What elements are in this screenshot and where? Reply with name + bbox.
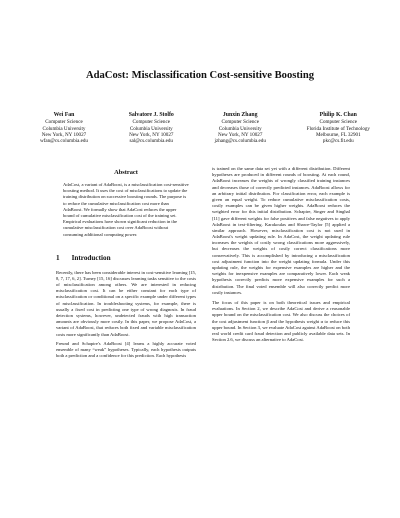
author-name: Junxin Zhang [222, 112, 258, 118]
author-email: jzhang@cs.columbia.edu [214, 138, 266, 145]
section-number: 1 [56, 253, 60, 262]
author-block [129, 112, 174, 145]
author-affiliation: Computer Science [319, 119, 358, 126]
author-list [40, 112, 370, 145]
right-column [212, 166, 350, 343]
intro-paragraph: Recently, there has been considerable interest in cost-sensitive learning [15, 8, 7, 17, 6, 2]. Turney [15, 16] discusses learning tasks sensitive to the costs of misclassification among others. We are interested in reducing misclassification cost. It can be either constant for each type of misclassification or conditional on a specific example under different types of misclassification. In troubleshooting systems, for example, there is usually a fixed cost in predicting one type of wrong diagnosis. In fraud detection systems, however, undetected frauds with high transaction amounts are obviously more costly. In this paper, we propose AdaCost, a variant of AdaBoost, that reduces both fixed and variable misclassification costs more significantly than AdaBoost. [56, 269, 196, 337]
author-affiliation: Columbia University [218, 125, 262, 132]
author-name: Salvatore J. Stolfo [128, 112, 174, 118]
author-affiliation: Columbia University [129, 125, 173, 132]
author-affiliation: Florida Institute of Technology [306, 125, 370, 132]
body-paragraph: The focus of this paper is on both theoretical issues and empirical evaluations. In Section 2, we describe AdaCost and derive a reasonable upper bound on the misclassification cost. We also discuss the choices of the cost adjustment function β and the hypothesis weight α to reduce this upper bound. In Section 3, we evaluate AdaCost against AdaBoost on both real world credit card fraud detection and publicly available data sets. In Section 2.6, we discuss an alternative to AdaCost. [212, 299, 350, 343]
section-heading [56, 254, 196, 262]
author-email: pkc@cs.fit.edu [322, 138, 354, 145]
left-column [56, 166, 196, 359]
author-name: Philip K. Chan [319, 112, 357, 118]
author-block [40, 112, 88, 145]
author-affiliation: Computer Science [45, 119, 83, 126]
author-address: New York, NY 10027 [41, 132, 87, 139]
author-affiliation: Computer Science [132, 119, 170, 126]
author-email: wfan@cs.columbia.edu [40, 138, 88, 145]
author-address: New York, NY 10027 [129, 132, 174, 139]
author-block [215, 112, 266, 145]
author-email: sal@cs.columbia.edu [129, 138, 173, 145]
author-block [307, 112, 370, 145]
author-affiliation: Columbia University [42, 125, 86, 132]
author-affiliation: Computer Science [221, 119, 259, 126]
intro-paragraph: Freund and Schapire's AdaBoost [4] learns a highly accurate voted ensemble of many “weak” hypotheses. Typically, each hypothesis outputs both a prediction and a confidence for this prediction. Each hypothesis [56, 340, 196, 359]
section-title: Introduction [71, 253, 111, 262]
abstract-heading: Abstract [114, 169, 138, 176]
abstract-text: AdaCost, a variant of AdaBoost, is a misclassification cost-sensitive boosting method. It uses the cost of misclassifications to update the training distribution on successive boosting rounds. The purpose is to reduce the cumulative misclassification cost more than AdaBoost. We formally show that AdaCost reduces the upper bound of cumulative misclassification cost of the training set. Empirical evaluations have shown significant reduction in the cumulative misclassification cost over AdaBoost without consuming additional computing power. [63, 182, 189, 237]
author-name: Wei Fan [53, 112, 75, 118]
body-paragraph: is trained on the same data set yet with a different distribution. Different hypotheses are produced in different rounds of boosting. At each round, AdaBoost increases the weights of wrongly classified training instances and decreases those of correctly predicted instances. AdaBoost allows for an arbitrary initial distribution. For classification error, each example is given an equal weight. To reduce cumulative misclassification costs, costly examples can be given higher weights. AdaBoost reduces the weighted error for this initial distribution. Schapire, Singer and Singhal [11] gave different weights for false positives and false negatives to apply AdaBoost in text-filtering. Karakoulas and Shawe-Taylor [5] applied a similar approach. However, misclassification cost is not used in AdaBoost's weight updating rule. In AdaCost, the weight updating rule increases the weights of costly wrong classifications more aggressively, but decreases the weights of costly correct classifications more conservatively. This is accomplished by introducing a misclassification cost adjustment function into the weight updating formula. Under this updating rule, the weights for expensive examples are higher and the weights for inexpensive examples are comparatively lower. Each weak hypothesis correctly predicts more expensive examples for such a distribution. The final voted ensemble will also correctly predict more costly instances. [212, 166, 350, 295]
author-address: New York, NY 10027 [218, 132, 263, 139]
paper-title: AdaCost: Misclassification Cost-sensitive Boosting [85, 70, 315, 81]
author-address: Melbourne, FL 32901 [315, 132, 361, 139]
